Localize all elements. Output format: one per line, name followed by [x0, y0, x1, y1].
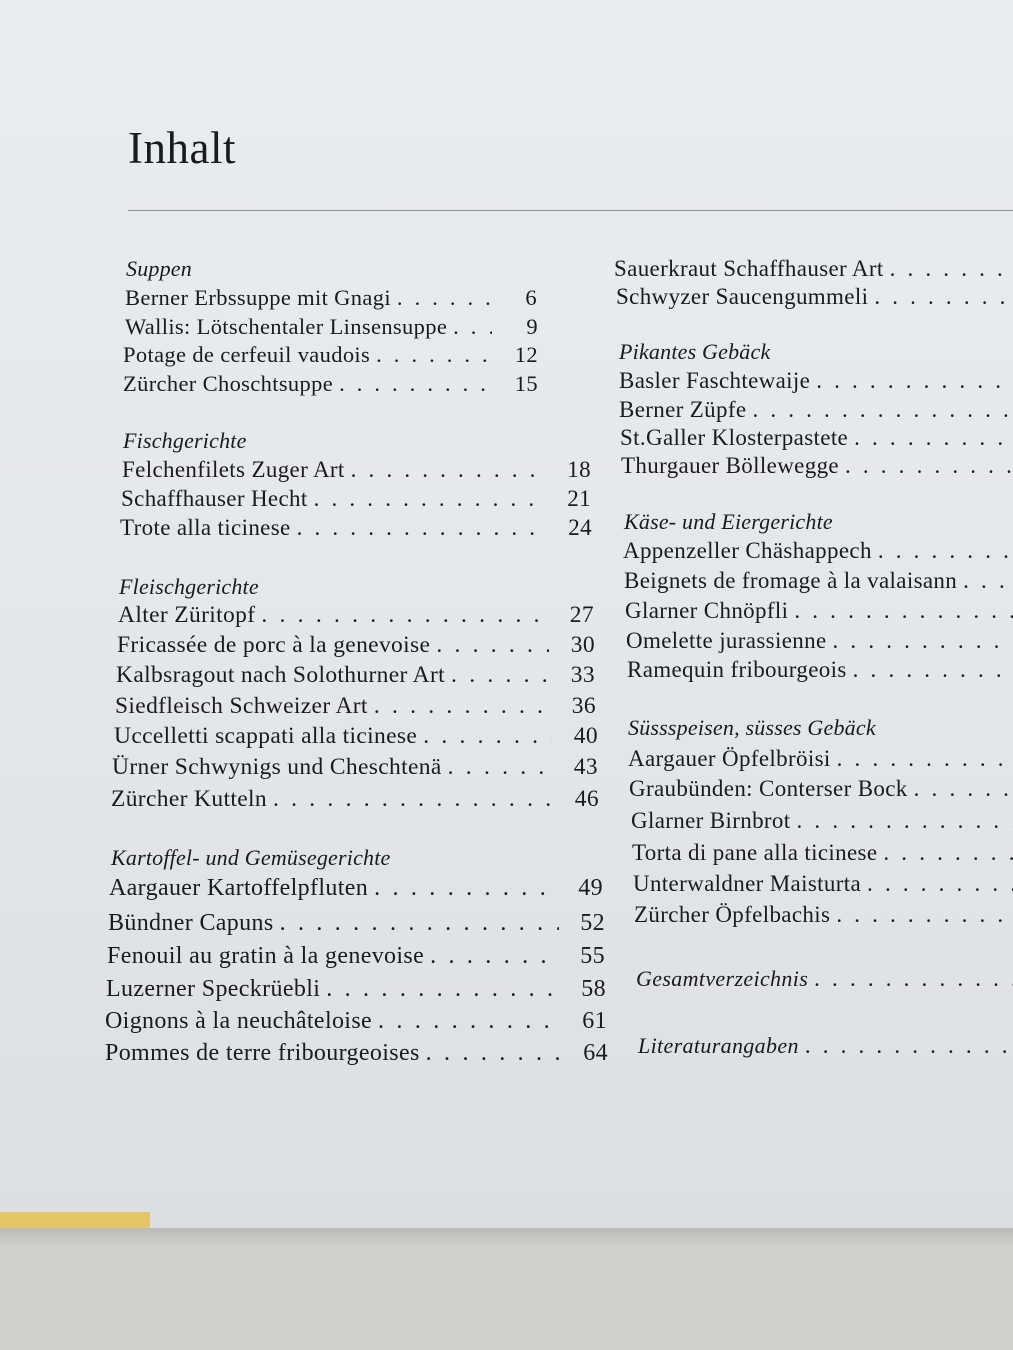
leader-dots — [810, 366, 1013, 396]
toc-entry — [626, 626, 1013, 656]
leader-dots — [746, 395, 1013, 425]
leader-dots — [372, 1006, 561, 1036]
entry-title: Fenouil au gratin à la genevoise — [107, 943, 425, 969]
toc-entry — [621, 451, 1013, 481]
leader-dots — [274, 908, 559, 938]
leader-dots — [877, 838, 1013, 868]
leader-dots — [447, 312, 492, 342]
entry-title: Felchenfilets Zuger Art — [122, 457, 345, 482]
section-heading: Fischgerichte — [123, 428, 247, 453]
leader-dots — [861, 869, 1013, 899]
leader-dots — [791, 806, 1013, 836]
toc-entry — [614, 254, 1013, 284]
entry-title: Trote alla ticinese — [120, 515, 291, 540]
page-shadow — [0, 1228, 1013, 1246]
toc-entry — [633, 869, 1013, 899]
entry-title: Potage de cerfeuil vaudois — [123, 342, 371, 367]
page-title: Inhalt — [128, 123, 236, 173]
entry-page-number: 30 — [570, 632, 595, 658]
leader-dots — [370, 340, 492, 370]
leader-dots — [827, 626, 1013, 656]
toc-entry — [115, 691, 596, 721]
toc-entry — [125, 283, 537, 313]
leader-dots — [808, 964, 1013, 994]
toc-entry — [107, 941, 605, 971]
toc-entry — [121, 484, 591, 514]
section-heading: Pikantes Gebäck — [619, 339, 771, 364]
entry-title: Berner Erbssuppe mit Gnagi — [125, 285, 391, 310]
toc-entry — [624, 566, 1013, 596]
leader-dots — [424, 941, 559, 971]
toc-entry — [619, 395, 1013, 425]
cover-edge — [0, 1212, 150, 1228]
entry-page-number: 52 — [580, 910, 605, 936]
leader-dots — [368, 873, 557, 903]
leader-dots — [868, 282, 1013, 312]
leader-dots — [320, 974, 560, 1004]
entry-title: Glarner Chnöpfli — [625, 598, 789, 623]
entry-title: Luzerner Speckrüebli — [106, 976, 321, 1002]
leader-dots — [831, 744, 1013, 774]
entry-page-number: 36 — [571, 693, 596, 719]
entry-title: Fricassée de porc à la genevoise — [117, 632, 431, 658]
leader-dots — [267, 784, 553, 814]
entry-title: Aargauer Öpfelbröisi — [628, 746, 831, 771]
entry-page-number: 46 — [574, 786, 599, 812]
leader-dots — [799, 1031, 1013, 1061]
entry-title: Uccelletti scappati alla ticinese — [114, 723, 418, 749]
toc-entry — [627, 655, 1013, 685]
entry-page-number: 15 — [514, 371, 538, 396]
entry-page-number: 18 — [567, 457, 591, 482]
entry-page-number: 33 — [570, 662, 595, 688]
toc-entry — [619, 366, 1013, 396]
entry-page-number: 40 — [573, 723, 598, 749]
entry-page-number: 43 — [573, 754, 598, 780]
leader-dots — [445, 660, 549, 690]
leader-dots — [872, 536, 1013, 566]
leader-dots — [839, 451, 1013, 481]
leader-dots — [830, 900, 1013, 930]
entry-title: Schwyzer Saucengummeli — [616, 284, 869, 309]
toc-entry — [123, 369, 538, 399]
title-rule — [128, 210, 1013, 211]
toc-entry — [620, 423, 1013, 453]
toc-entry — [109, 873, 603, 903]
section-heading: Fleischgerichte — [119, 574, 259, 599]
toc-entry — [105, 1038, 608, 1068]
entry-page-number: 6 — [525, 285, 537, 310]
leader-dots — [420, 1038, 562, 1068]
entry-page-number: 27 — [569, 602, 594, 628]
entry-title: Zürcher Choschtsuppe — [123, 371, 334, 396]
leader-dots — [848, 423, 1013, 453]
toc-entry — [638, 1031, 1013, 1061]
toc-entry — [108, 908, 605, 938]
entry-title: Literaturangaben — [638, 1033, 799, 1058]
toc-entry — [117, 630, 595, 660]
entry-title: Kalbsragout nach Solothurner Art — [116, 662, 446, 688]
toc-entry — [114, 721, 598, 751]
toc-entry — [118, 600, 594, 630]
leader-dots — [957, 566, 1013, 596]
leader-dots — [788, 596, 1013, 626]
toc-entry — [123, 340, 538, 370]
leader-dots — [368, 691, 550, 721]
toc-entry — [628, 744, 1013, 774]
entry-title: Thurgauer Böllewegge — [621, 453, 839, 478]
entry-title: Alter Züritopf — [118, 602, 256, 628]
leader-dots — [442, 752, 552, 782]
entry-page-number: 21 — [567, 486, 591, 511]
entry-page-number: 61 — [582, 1008, 607, 1034]
entry-title: Ürner Schwynigs und Cheschtenä — [112, 754, 442, 780]
toc-entry — [616, 282, 1013, 312]
toc-entry — [125, 312, 538, 342]
entry-page-number: 58 — [581, 976, 606, 1002]
section-heading: Süssspeisen, süsses Gebäck — [628, 715, 876, 740]
entry-title: Unterwaldner Maisturta — [633, 871, 862, 896]
entry-title: Graubünden: Conterser Bock — [629, 776, 908, 801]
entry-title: St.Galler Klosterpastete — [620, 425, 849, 450]
entry-title: Bündner Capuns — [108, 910, 274, 936]
entry-title: Schaffhauser Hecht — [121, 486, 308, 511]
leader-dots — [430, 630, 549, 660]
entry-page-number: 55 — [580, 943, 605, 969]
toc-entry — [112, 752, 598, 782]
entry-title: Berner Züpfe — [619, 397, 747, 422]
entry-title: Zürcher Öpfelbachis — [634, 902, 831, 927]
toc-entry — [631, 806, 1013, 836]
leader-dots — [417, 721, 552, 751]
leader-dots — [884, 254, 1013, 284]
toc-entry — [634, 900, 1013, 930]
section-heading: Käse- und Eiergerichte — [624, 509, 833, 534]
section-heading: Kartoffel- und Gemüsegerichte — [111, 845, 391, 870]
entry-title: Wallis: Lötschentaler Linsensuppe — [125, 314, 448, 339]
entry-title: Siedfleisch Schweizer Art — [115, 693, 368, 719]
toc-entry — [625, 596, 1013, 626]
toc-entry — [106, 974, 606, 1004]
leader-dots — [908, 774, 1013, 804]
entry-title: Basler Faschtewaije — [619, 368, 811, 393]
toc-entry — [623, 536, 1013, 566]
entry-title: Torta di pane alla ticinese — [632, 840, 878, 865]
toc-entry — [111, 784, 599, 814]
entry-title: Glarner Birnbrot — [631, 808, 791, 833]
entry-title: Zürcher Kutteln — [111, 786, 267, 812]
leader-dots — [345, 455, 545, 485]
entry-title: Appenzeller Chäshappech — [623, 538, 872, 563]
leader-dots — [391, 283, 491, 313]
toc-entry — [629, 774, 1013, 804]
entry-title: Beignets de fromage à la valaisann — [624, 568, 958, 593]
entry-page-number: 12 — [514, 342, 538, 367]
entry-title: Sauerkraut Schaffhauser Art — [614, 256, 884, 281]
section-heading: Suppen — [126, 256, 192, 281]
toc-entry — [120, 513, 592, 543]
leader-dots — [308, 484, 545, 514]
toc-entry — [632, 838, 1013, 868]
leader-dots — [291, 513, 546, 543]
toc-entry — [122, 455, 591, 485]
entry-page-number: 24 — [568, 515, 592, 540]
toc-entry — [636, 964, 1013, 994]
entry-title: Omelette jurassienne — [626, 628, 827, 653]
toc-entry — [116, 660, 595, 690]
entry-title: Gesamtverzeichnis — [636, 966, 809, 991]
toc-entry — [105, 1006, 607, 1036]
entry-page-number: 64 — [583, 1040, 608, 1066]
leader-dots — [333, 369, 492, 399]
leader-dots — [255, 600, 548, 630]
leader-dots — [847, 655, 1013, 685]
entry-title: Pommes de terre fribourgeoises — [105, 1040, 420, 1066]
entry-title: Oignons à la neuchâteloise — [105, 1008, 373, 1034]
entry-page-number: 49 — [578, 875, 603, 901]
entry-title: Aargauer Kartoffelpfluten — [109, 875, 369, 901]
entry-title: Ramequin fribourgeois — [627, 657, 847, 682]
entry-page-number: 9 — [526, 314, 538, 339]
